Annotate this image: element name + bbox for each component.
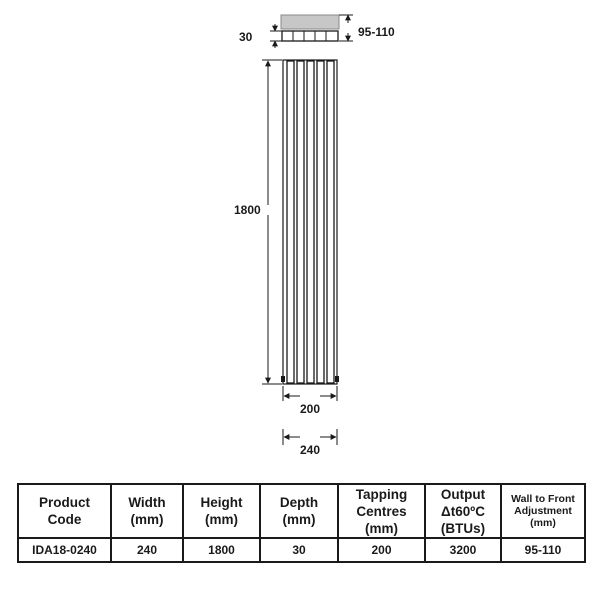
width-label: 240 xyxy=(300,443,321,457)
header-product-code: Product Code xyxy=(18,484,111,538)
cell-depth: 30 xyxy=(260,538,338,562)
radiator-column xyxy=(327,61,334,383)
valve-right xyxy=(335,376,339,382)
depth-dimension xyxy=(239,24,282,48)
radiator-plan-body xyxy=(282,31,338,41)
specification-table xyxy=(17,483,586,563)
width-dimension xyxy=(283,429,337,457)
table-row xyxy=(18,538,585,562)
cell-height: 1800 xyxy=(183,538,260,562)
radiator-column xyxy=(287,61,294,383)
cell-output: 3200 xyxy=(425,538,501,562)
tapping-centres-dimension xyxy=(283,386,337,416)
header-width: Width (mm) xyxy=(111,484,183,538)
height-dimension xyxy=(234,60,282,384)
depth-label: 30 xyxy=(239,30,253,44)
header-height: Height (mm) xyxy=(183,484,260,538)
header-depth: Depth (mm) xyxy=(260,484,338,538)
header-tapping-centres: Tapping Centres (mm) xyxy=(338,484,425,538)
cell-width: 240 xyxy=(111,538,183,562)
tapping-centres-label: 200 xyxy=(300,402,321,416)
wall-plate xyxy=(281,15,339,29)
radiator-front-view xyxy=(281,60,339,384)
cell-wall-adjustment: 95-110 xyxy=(501,538,585,562)
header-wall-to-front-adjustment: Wall to Front Adjustment (mm) xyxy=(501,484,585,538)
radiator-column xyxy=(317,61,324,383)
valve-left xyxy=(281,376,285,382)
table-header-row xyxy=(18,484,585,538)
wall-adjustment-label: 95-110 xyxy=(358,25,395,39)
height-label: 1800 xyxy=(234,203,261,217)
radiator-column xyxy=(297,61,304,383)
cell-tapping-centres: 200 xyxy=(338,538,425,562)
radiator-column xyxy=(307,61,314,383)
wall-adjustment-dimension xyxy=(339,15,395,41)
cell-product-code: IDA18-0240 xyxy=(18,538,111,562)
radiator-top-view xyxy=(281,15,339,41)
header-output: Output Δt60ºC (BTUs) xyxy=(425,484,501,538)
